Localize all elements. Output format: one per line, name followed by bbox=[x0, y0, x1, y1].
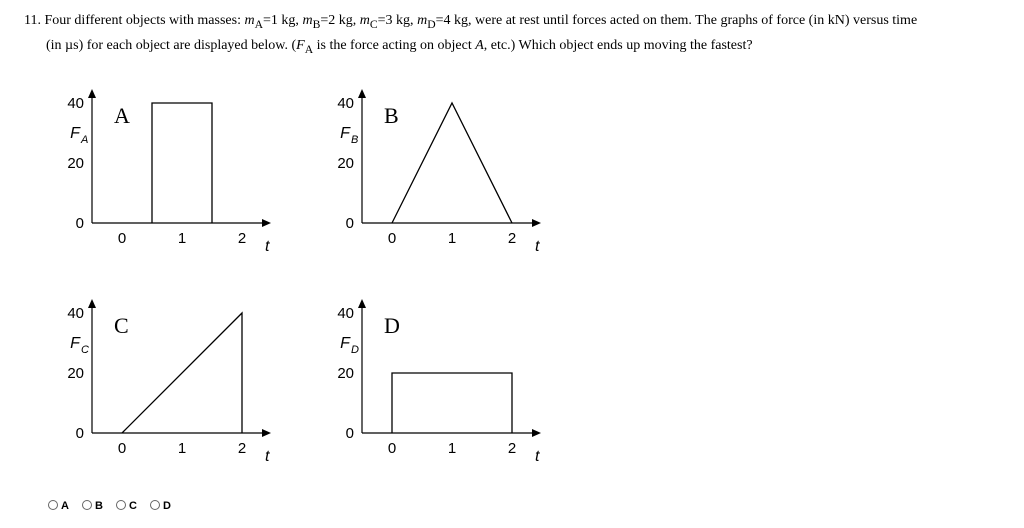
y-axis-label-sub: C bbox=[81, 344, 89, 356]
radio-d-icon[interactable] bbox=[150, 500, 160, 510]
force-curve bbox=[152, 103, 212, 223]
question-number: 11. bbox=[24, 13, 41, 28]
plot-c bbox=[55, 295, 315, 485]
question-line-2: (in µs) for each object are displayed below. ($F_A$ is the force acting on object A, etc.) Which object ends up moving the fastest? bbox=[46, 37, 753, 56]
y-axis-label: F bbox=[340, 125, 350, 142]
x-tick-label: 0 bbox=[117, 230, 127, 247]
option-d[interactable]: D bbox=[150, 500, 171, 512]
x-tick-label: 2 bbox=[507, 440, 517, 457]
x-axis-arrow-icon bbox=[262, 219, 271, 227]
option-b[interactable]: B bbox=[82, 500, 103, 512]
x-axis-label: t bbox=[535, 448, 540, 465]
mass-c: $m_C=3$ kg, bbox=[359, 13, 414, 31]
panel-letter: D bbox=[384, 313, 400, 338]
x-tick-label: 0 bbox=[387, 440, 397, 457]
y-tick-label: 20 bbox=[337, 155, 354, 172]
y-tick-label: 20 bbox=[337, 365, 354, 382]
radio-a-icon[interactable] bbox=[48, 500, 58, 510]
force-curve bbox=[392, 103, 512, 223]
panel-letter: A bbox=[114, 103, 130, 128]
y-axis-arrow-icon bbox=[88, 299, 96, 308]
y-tick-label: 0 bbox=[345, 215, 354, 232]
question-intro: Four different objects with masses: bbox=[44, 13, 245, 28]
plot-b-svg bbox=[325, 85, 585, 275]
plot-a-svg bbox=[55, 85, 315, 275]
y-tick-label: 0 bbox=[75, 425, 84, 442]
answer-options bbox=[48, 500, 181, 512]
y-axis-label: F bbox=[70, 125, 80, 142]
panel-letter: C bbox=[114, 313, 129, 338]
y-axis-label: F bbox=[70, 335, 80, 352]
force-curve bbox=[122, 313, 242, 433]
y-axis-label: F bbox=[340, 335, 350, 352]
x-tick-label: 0 bbox=[387, 230, 397, 247]
x-axis-label: t bbox=[265, 238, 270, 255]
x-tick-label: 2 bbox=[237, 440, 247, 457]
question-line-1 bbox=[24, 10, 1019, 35]
plot-d-svg bbox=[325, 295, 585, 485]
radio-b-icon[interactable] bbox=[82, 500, 92, 510]
y-tick-label: 0 bbox=[75, 215, 84, 232]
x-axis-label: t bbox=[265, 448, 270, 465]
x-axis-arrow-icon bbox=[262, 429, 271, 437]
x-tick-label: 2 bbox=[237, 230, 247, 247]
question-text bbox=[24, 10, 1019, 60]
x-tick-label: 1 bbox=[177, 230, 187, 247]
y-axis-label-sub: B bbox=[351, 134, 359, 146]
panel-letter: B bbox=[384, 103, 399, 128]
force-curve bbox=[392, 373, 512, 433]
y-tick-label: 40 bbox=[337, 305, 354, 322]
y-axis-arrow-icon bbox=[88, 89, 96, 98]
x-axis-label: t bbox=[535, 238, 540, 255]
y-axis-label-sub: A bbox=[81, 134, 89, 146]
y-tick-label: 40 bbox=[67, 95, 84, 112]
x-tick-label: 1 bbox=[447, 440, 457, 457]
mass-a: $m_A=1$ kg, bbox=[244, 13, 299, 31]
plot-c-svg bbox=[55, 295, 315, 485]
y-axis-label-sub: D bbox=[351, 344, 359, 356]
y-axis-arrow-icon bbox=[358, 299, 366, 308]
mass-b: $m_B=2$ kg, bbox=[302, 13, 357, 31]
option-c[interactable]: C bbox=[116, 500, 137, 512]
question-line1-rest: were at rest until forces acted on them. The graphs of force (in kN) versus time bbox=[471, 13, 918, 28]
x-tick-label: 2 bbox=[507, 230, 517, 247]
radio-c-icon[interactable] bbox=[116, 500, 126, 510]
x-axis-arrow-icon bbox=[532, 219, 541, 227]
y-tick-label: 20 bbox=[67, 365, 84, 382]
plot-d bbox=[325, 295, 585, 485]
mass-d: $m_D=4$ kg, bbox=[417, 13, 472, 31]
y-tick-label: 20 bbox=[67, 155, 84, 172]
y-tick-label: 0 bbox=[345, 425, 354, 442]
plot-b bbox=[325, 85, 585, 275]
plot-a bbox=[55, 85, 315, 275]
x-tick-label: 1 bbox=[177, 440, 187, 457]
y-tick-label: 40 bbox=[67, 305, 84, 322]
x-tick-label: 0 bbox=[117, 440, 127, 457]
y-tick-label: 40 bbox=[337, 95, 354, 112]
x-axis-arrow-icon bbox=[532, 429, 541, 437]
x-tick-label: 1 bbox=[447, 230, 457, 247]
y-axis-arrow-icon bbox=[358, 89, 366, 98]
option-a[interactable]: A bbox=[48, 500, 69, 512]
